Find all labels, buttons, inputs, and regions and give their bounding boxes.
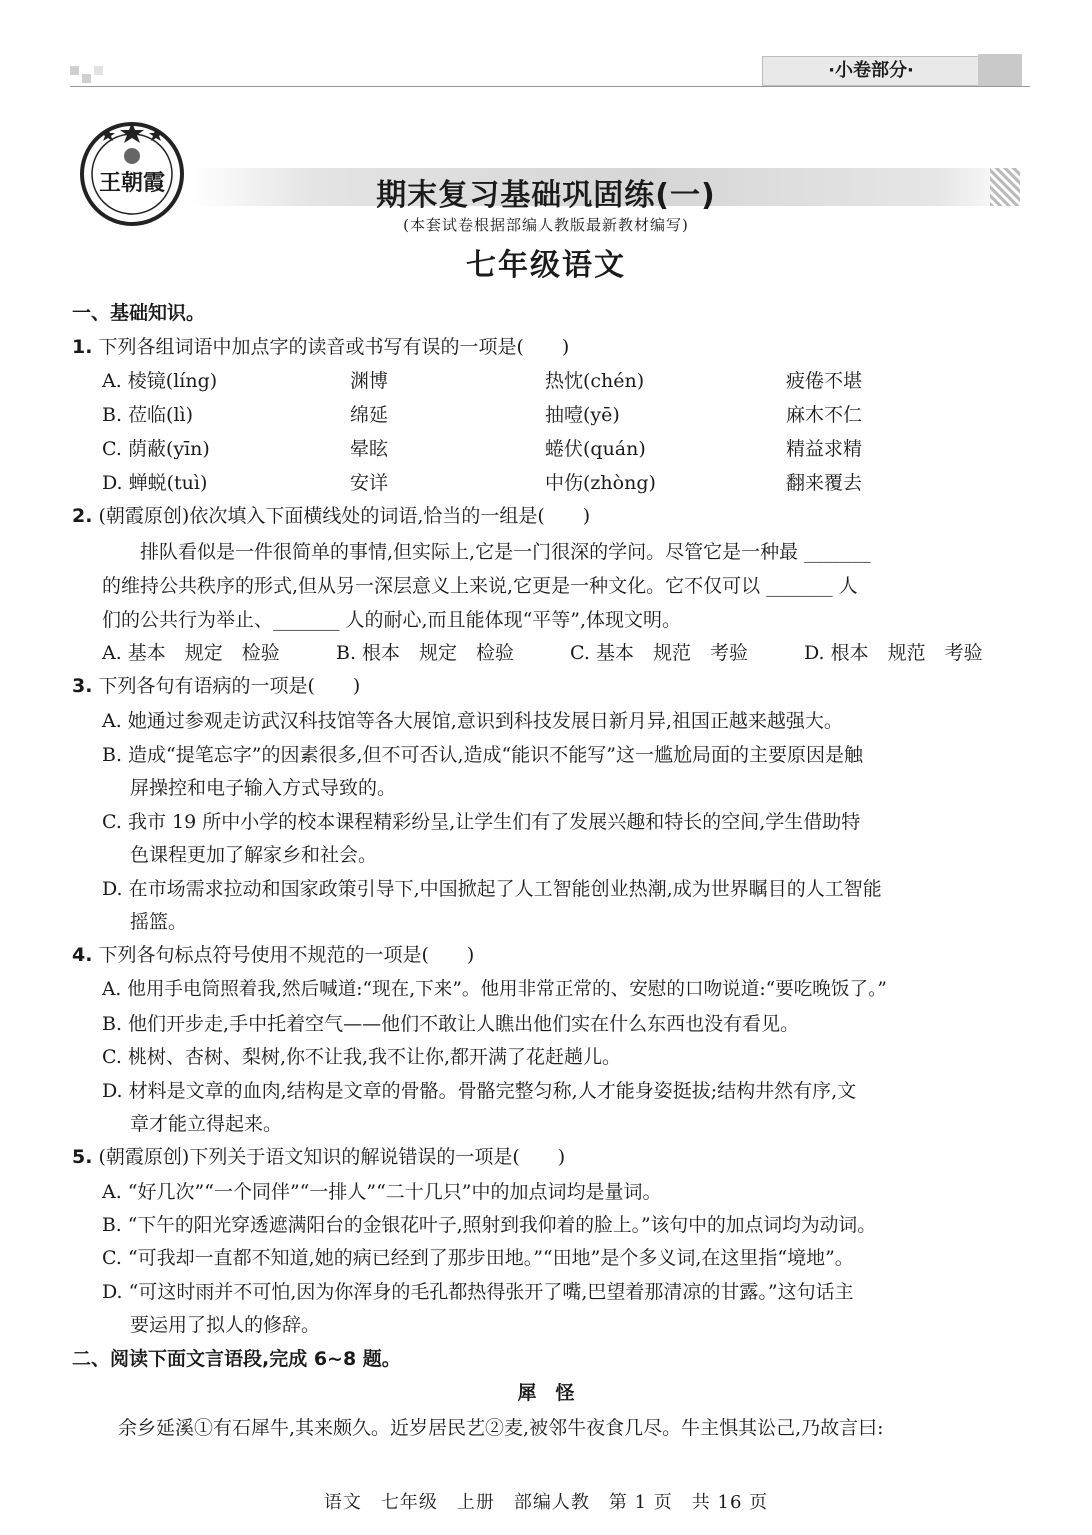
q3-option-c: C. 我市 19 所中小学的校本课程精彩纷呈,让学生们有了发展兴趣和特长的空间,学生借助特 xyxy=(102,811,861,833)
q2-passage-line: 的维持公共秩序的形式,但从另一深层意义上来说,它更是一种文化。它不仅可以 _______ 人 xyxy=(102,575,858,597)
q2-option-a: A. 基本 规定 检验 xyxy=(102,642,280,664)
q4-option-d: D. 材料是文章的血肉,结构是文章的骨骼。骨骼完整匀称,人才能身姿挺拔;结构井然有序,文 xyxy=(102,1080,857,1102)
q1-option-d-4: 翻来覆去 xyxy=(786,472,863,494)
q1-option-d-3: 中伤(zhòng) xyxy=(545,472,656,494)
q1-option-c-2: 晕眩 xyxy=(350,438,389,460)
question-4 xyxy=(72,940,474,967)
header-rule xyxy=(70,86,1030,87)
q1-option-b-2: 绵延 xyxy=(350,404,389,426)
page-title: 期末复习基础巩固练(一) xyxy=(376,178,716,213)
q1-option-a-1: A. 棱镜(líng) xyxy=(102,370,218,392)
question-1 xyxy=(72,332,569,359)
q5-option-c: C. “可我却一直都不知道,她的病已经到了那步田地。”“田地”是个多义词,在这里指“境地”。 xyxy=(102,1247,854,1269)
deco-square xyxy=(70,66,79,75)
q1-option-c-3: 蜷伏(quán) xyxy=(545,438,646,460)
q2-passage-line: 们的公共行为举止、_______ 人的耐心,而且能体现“平等”,体现文明。 xyxy=(102,609,682,631)
q3-option-a: A. 她通过参观走访武汉科技馆等各大展馆,意识到科技发展日新月异,祖国正越来越强大。 xyxy=(102,710,843,732)
q3-option-d-cont: 摇篮。 xyxy=(130,911,188,933)
question-stem: (朝霞原创)下列关于语文知识的解说错误的一项是( ) xyxy=(98,1146,566,1168)
question-stem: 下列各句标点符号使用不规范的一项是( ) xyxy=(98,944,475,966)
question-number: 1. xyxy=(72,336,93,358)
q5-option-b: B. “下午的阳光穿透遮满阳台的金银花叶子,照射到我仰着的脸上。”该句中的加点词均为动词。 xyxy=(102,1215,876,1236)
q1-option-b-1: B. 莅临(lì) xyxy=(102,404,194,426)
q1-option-a-3: 热忱(chén) xyxy=(545,370,645,392)
question-number: 4. xyxy=(72,944,93,966)
passage-title: 犀 怪 xyxy=(517,1382,575,1404)
q5-option-d: D. “可这时雨并不可怕,因为你浑身的毛孔都热得张开了嘴,巴望着那清凉的甘露。”这句话主 xyxy=(102,1281,854,1303)
q4-option-b: B. 他们开步走,手中托着空气——他们不敢让人瞧出他们实在什么东西也没有看见。 xyxy=(102,1013,800,1035)
question-number: 3. xyxy=(72,675,93,697)
page-subtitle: (本套试卷根据部编人教版最新教材编写) xyxy=(403,216,689,234)
q1-option-b-4: 麻木不仁 xyxy=(786,404,863,426)
q2-option-b: B. 根本 规定 检验 xyxy=(336,642,515,664)
q3-option-d: D. 在市场需求拉动和国家政策引导下,中国掀起了人工智能创业热潮,成为世界瞩目的人工智能 xyxy=(102,878,882,900)
question-3 xyxy=(72,671,360,698)
q3-option-b-cont: 屏操控和电子输入方式导致的。 xyxy=(130,777,397,799)
tag-side-block xyxy=(978,54,1022,86)
question-number: 2. xyxy=(72,505,93,527)
q1-option-d-1: D. 蝉蜕(tuì) xyxy=(102,472,208,494)
question-stem: 下列各组词语中加点字的读音或书写有误的一项是( ) xyxy=(98,336,570,358)
q5-option-a: A. “好几次”“一个同伴”“一排人”“二十几只”中的加点词均是量词。 xyxy=(102,1181,662,1203)
page-footer: 语文 七年级 上册 部编人教 第 1 页 共 16 页 xyxy=(323,1492,769,1513)
section-tag: ·小卷部分· xyxy=(762,56,980,86)
q1-option-c-1: C. 荫蔽(yīn) xyxy=(102,438,210,460)
question-2 xyxy=(72,501,590,528)
part1-heading: 一、基础知识。 xyxy=(72,302,206,324)
q3-option-b: B. 造成“提笔忘字”的因素很多,但不可否认,造成“能识不能写”这一尴尬局面的主要原因是触 xyxy=(102,744,863,766)
q1-option-c-4: 精益求精 xyxy=(786,438,863,460)
q4-option-d-cont: 章才能立得起来。 xyxy=(130,1113,283,1135)
q1-option-a-4: 疲倦不堪 xyxy=(786,370,863,392)
q2-passage-line: 排队看似是一件很简单的事情,但实际上,它是一门很深的学问。尽管它是一种最 _______ xyxy=(140,541,871,563)
question-stem: (朝霞原创)依次填入下面横线处的词语,恰当的一组是( ) xyxy=(98,505,591,527)
deco-square xyxy=(82,74,91,83)
passage-line: 余乡延溪①有石犀牛,其来颇久。近岁居民艺②麦,被邻牛夜食几尽。牛主惧其讼己,乃故言曰: xyxy=(118,1417,884,1439)
q1-option-b-3: 抽噎(yē) xyxy=(545,404,620,426)
q1-option-d-2: 安详 xyxy=(350,472,389,494)
q5-option-d-cont: 要运用了拟人的修辞。 xyxy=(130,1314,321,1336)
question-number: 5. xyxy=(72,1146,93,1168)
grade-subject: 七年级语文 xyxy=(466,248,626,283)
deco-square xyxy=(94,66,103,75)
q3-option-c-cont: 色课程更加了解家乡和社会。 xyxy=(130,844,378,866)
q4-option-a: A. 他用手电筒照着我,然后喊道:“现在,下来”。他用非常正常的、安慰的口吻说道:“要吃晚饭了。” xyxy=(102,979,887,1000)
logo-text: 王朝霞 xyxy=(98,170,165,196)
q2-option-d: D. 根本 规范 考验 xyxy=(804,642,983,664)
part2-heading: 二、阅读下面文言语段,完成 6~8 题。 xyxy=(72,1348,401,1370)
question-stem: 下列各句有语病的一项是( ) xyxy=(98,675,361,697)
question-5 xyxy=(72,1142,565,1169)
q4-option-c: C. 桃树、杏树、梨树,你不让我,我不让你,都开满了花赶趟儿。 xyxy=(102,1046,622,1068)
q2-option-c: C. 基本 规范 考验 xyxy=(570,642,748,664)
q1-option-a-2: 渊博 xyxy=(350,370,389,392)
